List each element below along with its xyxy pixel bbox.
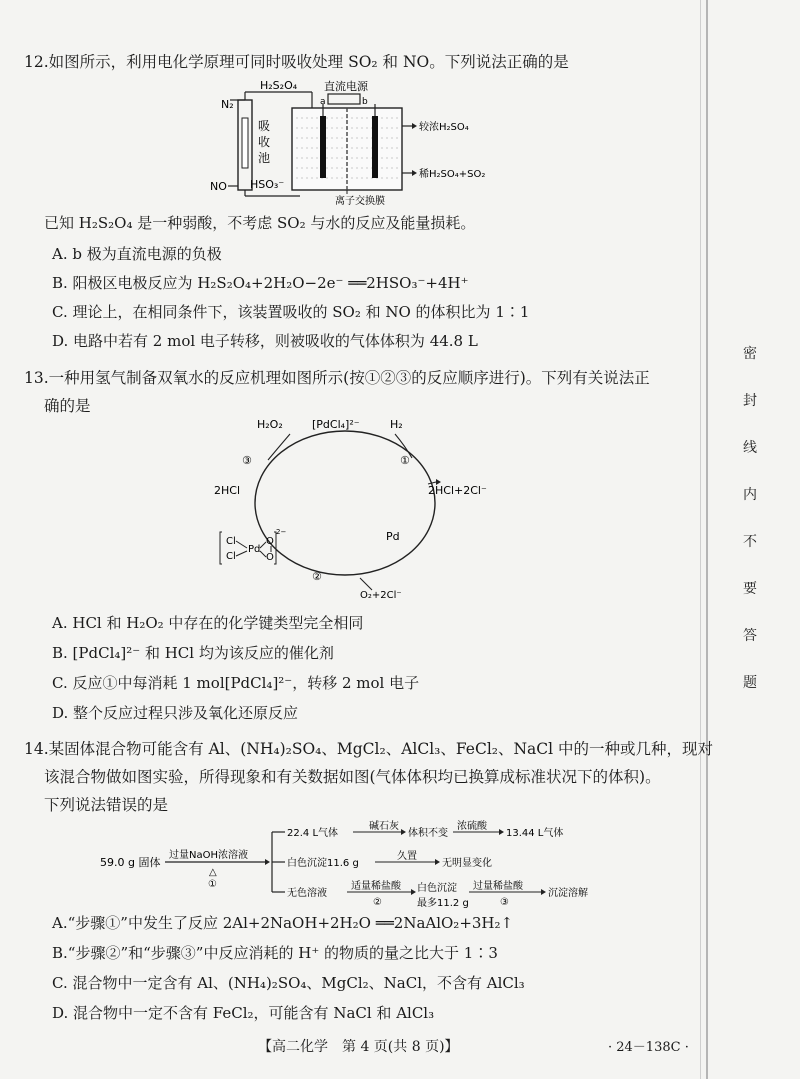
- membrane-label: 离子交换膜: [335, 196, 385, 207]
- complex-cl1: Cl: [226, 536, 236, 547]
- q14-stem-line1: 14.某固体混合物可能含有 Al、(NH₄)₂SO₄、MgCl₂、AlCl₃、FeCl₂、NaCl 中的一种或几种，现对: [24, 740, 714, 758]
- power-label: 直流电源: [324, 80, 368, 93]
- q12-electrolysis-diagram: [200, 78, 520, 208]
- complex-pd: Pd: [248, 544, 261, 555]
- q14-option-d: D. 混合物中一定不含有 FeCl₂，可能含有 NaCl 和 AlCl₃: [52, 1004, 435, 1022]
- colorless-label: 无色溶液: [287, 888, 327, 899]
- q14-option-c: C. 混合物中一定含有 Al、(NH₄)₂SO₄、MgCl₂、NaCl，不含有 AlCl₃: [52, 974, 525, 992]
- step2-label: ②: [373, 897, 382, 908]
- q13-stem-line2: 确的是: [44, 397, 91, 415]
- q12-known: 已知 H₂S₂O₄ 是一种弱酸，不考虑 SO₂ 与水的反应及能量损耗。: [44, 214, 476, 232]
- seal-char: 封: [743, 393, 757, 409]
- step3-label: ③: [242, 454, 252, 467]
- hso3-label: HSO₃⁻: [250, 178, 285, 191]
- q12-option-c: C. 理论上，在相同条件下，该装置吸收的 SO₂ 和 NO 的体积比为 1∶1: [52, 303, 530, 321]
- seal-char: 要: [743, 581, 757, 597]
- q13-cycle-diagram: [200, 418, 500, 608]
- seal-char: 线: [743, 440, 757, 456]
- seal-char: 密: [743, 346, 757, 362]
- gas2-label: 13.44 L气体: [506, 828, 564, 839]
- q12-stem: 12.如图所示，利用电化学原理可同时吸收处理 SO₂ 和 NO。下列说法正确的是: [24, 53, 569, 71]
- complex-cl2: Cl: [226, 551, 236, 562]
- gas-label: 22.4 L气体: [287, 828, 339, 839]
- hcl2cl-label: 2HCl+2Cl⁻: [428, 484, 487, 497]
- margin-line: [700, 0, 701, 1079]
- electrode-a-label: a: [320, 97, 326, 107]
- margin-line-thick: [706, 0, 708, 1079]
- h2s2o4-label: H₂S₂O₄: [260, 79, 298, 92]
- h2-label: H₂: [390, 418, 403, 431]
- vol-same-label: 体积不变: [408, 828, 448, 839]
- paper-code: · 24－138C ·: [608, 1040, 689, 1055]
- pd-label: Pd: [386, 530, 400, 543]
- o2cl-label: O₂+2Cl⁻: [360, 590, 402, 601]
- electrode-b-label: b: [362, 97, 368, 107]
- q14-option-a: A.“步骤①”中发生了反应 2Al+2NaOH+2H₂O ══2NaAlO₂+3H₂↑: [52, 914, 514, 932]
- seal-char: 不: [743, 534, 757, 550]
- q14-flow-diagram: [95, 818, 655, 910]
- q12-option-d: D. 电路中若有 2 mol 电子转移，则被吸收的气体体积为 44.8 L: [52, 332, 478, 350]
- step1-label: ①: [208, 879, 217, 890]
- h2o2-label: H₂O₂: [257, 418, 283, 431]
- reagent-label: 过量NaOH浓溶液: [169, 850, 248, 861]
- hcl2-label: 2HCl: [214, 484, 241, 497]
- stand-label: 久置: [397, 851, 417, 862]
- complex-charge: 2−: [276, 528, 287, 536]
- dilute-label: 稀H₂SO₄+SO₂: [419, 169, 486, 180]
- peroxo-complex: [220, 528, 286, 564]
- white-ppt2-label: 白色沉淀: [417, 883, 457, 894]
- seal-line-notice: [740, 345, 760, 721]
- q12-option-b: B. 阳极区电极反应为 H₂S₂O₄+2H₂O−2e⁻ ══2HSO₃⁻+4H⁺: [52, 274, 469, 292]
- step1-label: ①: [400, 454, 410, 467]
- start-label: 59.0 g 固体: [100, 856, 161, 869]
- excess-hcl-label: 过量稀盐酸: [473, 881, 523, 892]
- dil-hcl-label: 适量稀盐酸: [351, 881, 401, 892]
- delta-label: △: [209, 867, 217, 878]
- no-label: NO: [210, 180, 227, 193]
- q12-option-a: A. b 极为直流电源的负极: [52, 245, 222, 263]
- n2-label: N₂: [221, 98, 234, 111]
- seal-char: 内: [743, 487, 757, 503]
- seal-char: 答: [743, 628, 757, 644]
- conc-h2so4-label: 浓硫酸: [457, 821, 487, 832]
- q13-stem-line1: 13.一种用氢气制备双氧水的反应机理如图所示(按①②③的反应顺序进行)。下列有关说法正: [24, 369, 650, 387]
- q14-stem-line3: 下列说法错误的是: [44, 796, 169, 814]
- step3-label: ③: [500, 897, 509, 908]
- pdcl4-label: [PdCl₄]²⁻: [312, 418, 360, 431]
- complex-o1: O: [266, 536, 274, 547]
- seal-char: 题: [743, 675, 757, 691]
- page-footer: 【高二化学 第 4 页(共 8 页)】: [258, 1039, 459, 1055]
- q13-option-b: B. [PdCl₄]²⁻ 和 HCl 均为该反应的催化剂: [52, 644, 334, 662]
- q14-stem-line2: 该混合物做如图实验，所得现象和有关数据如图(气体体积均已换算成标准状况下的体积)。: [44, 768, 661, 786]
- step2-label: ②: [312, 570, 322, 583]
- q13-option-d: D. 整个反应过程只涉及氧化还原反应: [52, 704, 299, 722]
- q13-option-c: C. 反应①中每消耗 1 mol[PdCl₄]²⁻，转移 2 mol 电子: [52, 674, 420, 692]
- absorber-char: 池: [258, 151, 271, 165]
- soda-lime-label: 碱石灰: [369, 821, 399, 832]
- complex-o2: O: [266, 552, 274, 563]
- q14-option-b: B.“步骤②”和“步骤③”中反应消耗的 H⁺ 的物质的量之比大于 1∶3: [52, 944, 498, 962]
- absorber-char: 收: [258, 135, 271, 149]
- no-change-label: 无明显变化: [442, 858, 492, 869]
- conc-h2so4-label: 较浓H₂SO₄: [419, 122, 469, 133]
- absorber-char: 吸: [258, 119, 271, 133]
- white-ppt-label: 白色沉淀11.6 g: [287, 858, 359, 869]
- max-label: 最多11.2 g: [417, 898, 469, 909]
- dissolve-label: 沉淀溶解: [548, 888, 588, 899]
- q13-option-a: A. HCl 和 H₂O₂ 中存在的化学键类型完全相同: [52, 614, 364, 632]
